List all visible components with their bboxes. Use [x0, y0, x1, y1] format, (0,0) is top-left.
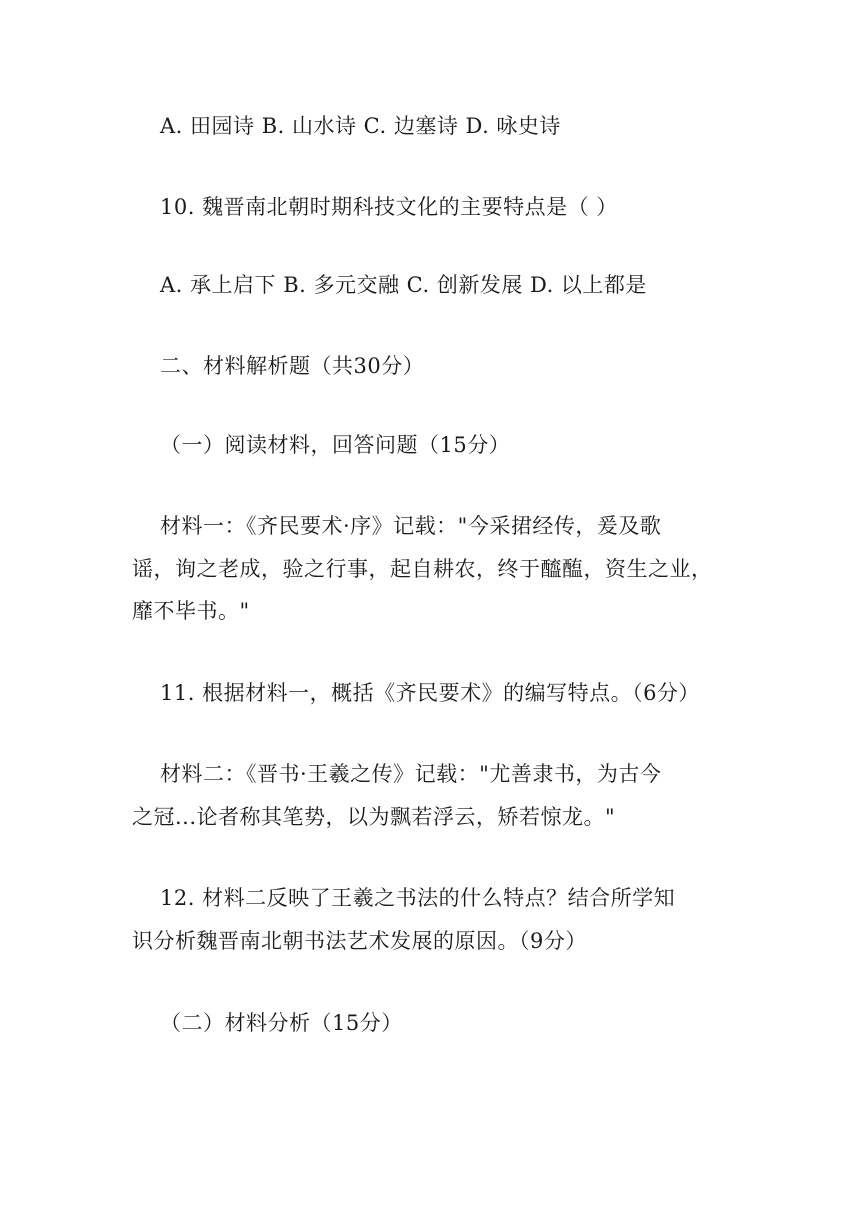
material-1-line-3: 靡不毕书。" — [132, 599, 250, 623]
section-heading-material-analysis: 二、材料解析题（共30分） — [160, 354, 425, 378]
material-2-line-1: 材料二：《晋书·王羲之传》记载："尤善隶书，为古今 — [160, 762, 662, 786]
question-10: 10. 魏晋南北朝时期科技文化的主要特点是（ ） — [160, 195, 618, 219]
question-12-line-2: 识分析魏晋南北朝书法艺术发展的原因。（9分） — [132, 929, 587, 953]
material-1-line-1: 材料一：《齐民要术·序》记载："今采捃经传，爰及歌 — [160, 514, 662, 538]
material-2-line-2: 之冠...论者称其笔势，以为飘若浮云，矫若惊龙。" — [132, 805, 616, 829]
question-9-options: A. 田园诗 B. 山水诗 C. 边塞诗 D. 咏史诗 — [160, 114, 561, 138]
question-11: 11. 根据材料一，概括《齐民要术》的编写特点。（6分） — [160, 681, 700, 705]
material-1-line-2: 谣，询之老成，验之行事，起自耕农，终于醯醢，资生之业， — [132, 557, 713, 581]
question-12-line-1: 12. 材料二反映了王羲之书法的什么特点？结合所学知 — [160, 886, 676, 910]
subsection-heading-1: （一）阅读材料，回答问题（15分） — [160, 433, 511, 457]
question-10-options: A. 承上启下 B. 多元交融 C. 创新发展 D. 以上都是 — [160, 273, 647, 297]
subsection-heading-2: （二）材料分析（15分） — [160, 1011, 403, 1035]
